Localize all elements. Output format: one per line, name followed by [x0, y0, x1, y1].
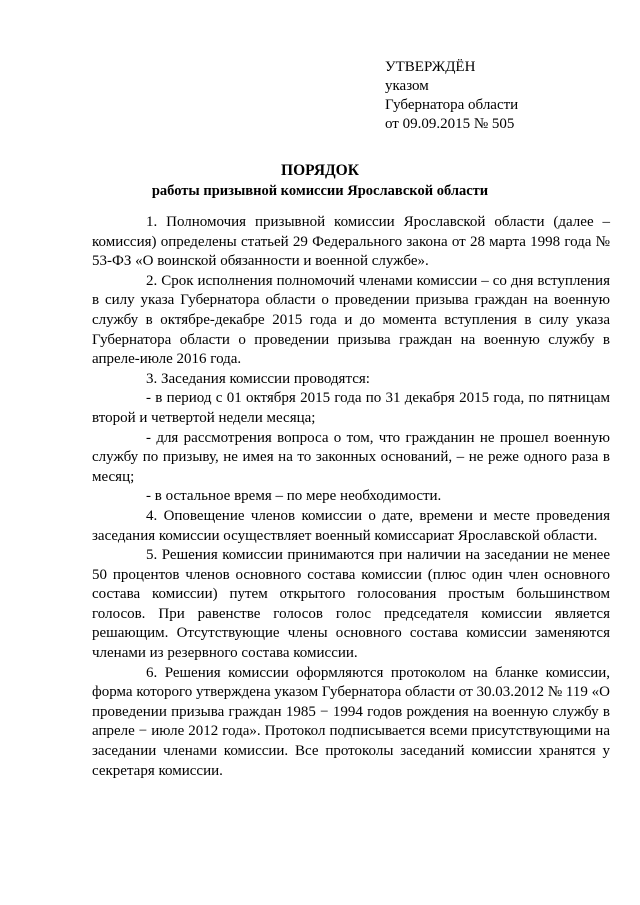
paragraph-1: 1. Полномочия призывной комиссии Ярославской области (далее – комиссия) определены статьей 29 Федерального закона от 28 марта 1998 года № 53-ФЗ «О воинской обязанности и военной службе». [92, 214, 610, 270]
approval-line-governor: Губернатора области [385, 97, 519, 113]
approval-block [385, 58, 518, 134]
approval-line-decree: указом [385, 78, 429, 94]
paragraph-3-item-1: - в период с 01 октября 2015 года по 31 декабря 2015 года, по пятницам второй и четвертой недели месяца; [92, 390, 610, 426]
document-heading [0, 160, 640, 202]
approval-line-approved: УТВЕРЖДЁН [385, 59, 476, 75]
paragraph-3-item-3: - в остальное время – по мере необходимости. [146, 488, 442, 505]
approval-line-date-number: от 09.09.2015 № 505 [385, 116, 515, 132]
document-subtitle: работы призывной комиссии Ярославской области [151, 183, 489, 199]
paragraph-6: 6. Решения комиссии оформляются протоколом на бланке комиссии, форма которого утверждена указом Губернатора области от 30.03.2012 № 119 «О проведении призыва граждан 1985 − 1994 годов рождения на военную службу в апреле − июле 2012 года». Протокол подписывается всеми присутствующими на заседании членами комиссии. Все протоколы заседаний комиссии хранятся у секретаря комиссии. [92, 664, 610, 779]
paragraph-5: 5. Решения комиссии принимаются при наличии на заседании не менее 50 процентов членов основного состава комиссии (плюс один член основного состава комиссии) путем открытого голосования простым большинством голосов. При равенстве голосов голос председателя комиссии является решающим. Отсутствующие члены основного состава комиссии заменяются членами из резервного состава комиссии. [92, 547, 610, 662]
document-title: ПОРЯДОК [281, 162, 359, 179]
paragraph-3-item-2: - для рассмотрения вопроса о том, что гражданин не прошел военную службу по призыву, не имея на то законных оснований, – не реже одного раза в месяц; [92, 429, 610, 485]
paragraph-2: 2. Срок исполнения полномочий членами комиссии – со дня вступления в силу указа Губернатора области о проведении призыва граждан на военную службу в октябре-декабре 2015 года и до момента вступления в силу указа Губернатора области о проведении призыва граждан на военную службу в апреле-июле 2016 года. [92, 272, 610, 368]
paragraph-4: 4. Оповещение членов комиссии о дате, времени и месте проведения заседания комиссии осуществляет военный комиссариат Ярославской области. [92, 507, 610, 544]
document-body [92, 213, 610, 781]
paragraph-3: 3. Заседания комиссии проводятся: [146, 370, 370, 387]
